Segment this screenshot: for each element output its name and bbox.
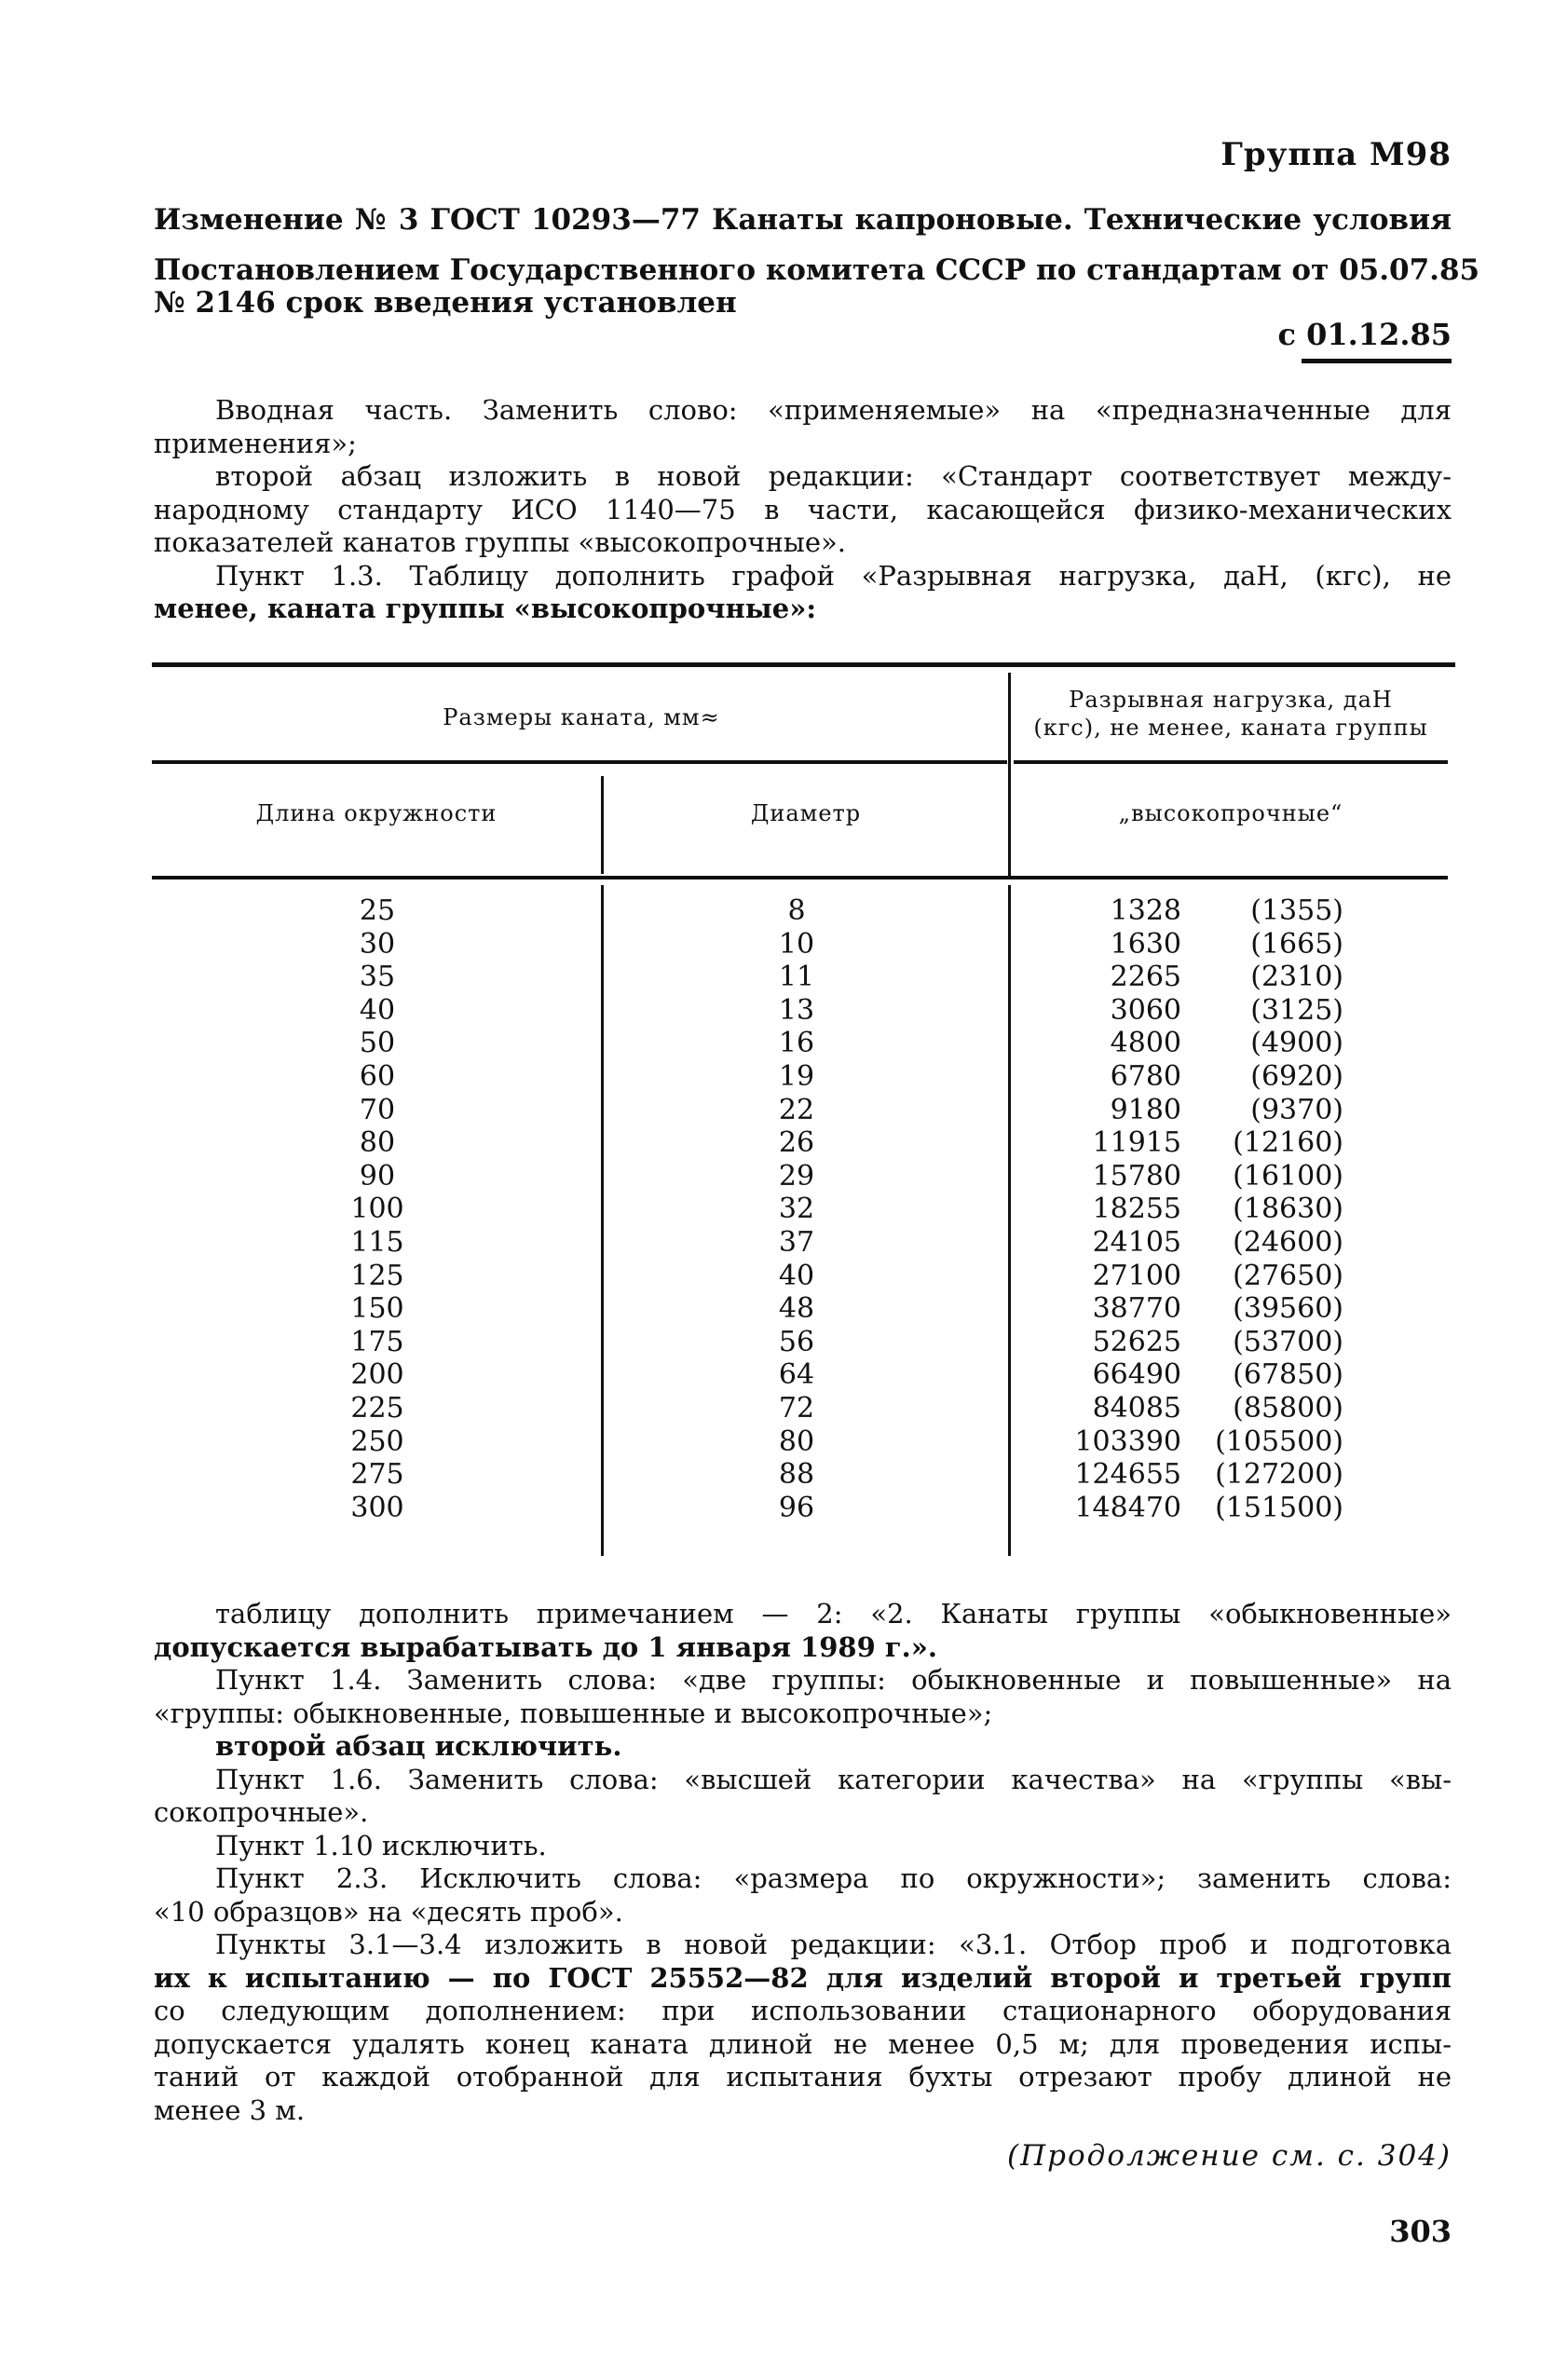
cell-diameter: 96 [778, 1491, 815, 1524]
cell-load-kgf: (1665) [1250, 927, 1343, 961]
cell-load-kgf: (2310) [1250, 961, 1343, 994]
text-line: со следующим дополнением: при использовании стационарного оборудования [154, 1995, 1452, 2026]
text-line: Пункт 2.3. Исключить слова: «размера по окружности»; заменить слова: [215, 1862, 1452, 1894]
table-header-rule-right [1014, 760, 1448, 764]
effective-date: с 01.12.85 [1277, 317, 1452, 352]
cell-circumference: 90 [359, 1159, 396, 1193]
amendment-text [154, 1598, 1452, 2127]
cell-load-kgf: (53700) [1233, 1325, 1343, 1358]
cell-circumference: 50 [359, 1027, 396, 1060]
text-line: показателей канатов группы «высокопрочные». [154, 526, 846, 558]
cell-diameter: 37 [778, 1226, 815, 1259]
cell-load-kgf: (6920) [1250, 1060, 1343, 1093]
cell-load-dan: 4800 [1110, 1027, 1181, 1060]
cell-diameter: 29 [778, 1159, 815, 1193]
cell-load-kgf: (3125) [1250, 993, 1343, 1027]
text-line: Вводная часть. Заменить слово: «применяемые» на «предназначенные для [215, 394, 1452, 426]
cell-diameter: 72 [778, 1392, 815, 1425]
header-breaking-load-line1: Разрывная нагрузка, даН [1069, 687, 1393, 713]
cell-load-dan: 1630 [1110, 927, 1181, 961]
cell-diameter: 56 [778, 1325, 815, 1358]
text-line: народному стандарту ИСО 1140—75 в части, касающейся физико-механических [154, 493, 1452, 525]
cell-diameter: 32 [778, 1193, 815, 1226]
group-label: Группа М98 [1220, 136, 1452, 173]
cell-load-kgf: (67850) [1233, 1358, 1343, 1392]
text-line: Пункты 3.1—3.4 изложить в новой редакции: «3.1. Отбор проб и подготовка [215, 1929, 1452, 1960]
cell-load-dan: 3060 [1110, 993, 1181, 1027]
cell-load-dan: 2265 [1110, 961, 1181, 994]
cell-load-dan: 27100 [1092, 1259, 1181, 1292]
continuation-note: (Продолжение см. с. 304) [1007, 2139, 1452, 2173]
cell-load-kgf: (9370) [1250, 1093, 1343, 1126]
cell-circumference: 175 [350, 1325, 404, 1358]
text-line: «10 образцов» на «десять проб». [154, 1895, 623, 1928]
cell-load-kgf: (85800) [1233, 1392, 1343, 1425]
text-line: Пункт 1.3. Таблицу дополнить графой «Разрывная нагрузка, даН, (кгс), не [215, 559, 1452, 592]
cell-circumference: 225 [350, 1392, 404, 1425]
cell-diameter: 48 [778, 1292, 815, 1326]
cell-diameter: 10 [778, 927, 815, 961]
text-line: таний от каждой отобранной для испытания бухты отрезают пробу длиной не [154, 2061, 1452, 2093]
cell-circumference: 250 [350, 1425, 404, 1458]
text-line: «группы: обыкновенные, повышенные и высокопрочные»; [154, 1697, 993, 1729]
header-diameter: Диаметр [750, 800, 862, 826]
cell-circumference: 40 [359, 993, 396, 1027]
text-line: второй абзац изложить в новой редакции: «Стандарт соответствует между- [215, 460, 1452, 492]
column-divider [601, 885, 604, 1556]
cell-load-dan: 1328 [1110, 894, 1181, 927]
cell-load-kgf: (16100) [1233, 1159, 1343, 1193]
cell-circumference: 60 [359, 1060, 396, 1093]
column-divider [1008, 885, 1011, 1556]
cell-load-dan: 18255 [1092, 1193, 1181, 1226]
text-line: их к испытанию — по ГОСТ 25552—82 для изделий второй и третьей групп [154, 1961, 1452, 1994]
header-high-strength: „высокопрочные“ [1118, 800, 1343, 826]
cell-diameter: 19 [778, 1060, 815, 1093]
text-line: сокопрочные». [154, 1796, 369, 1828]
cell-load-dan: 84085 [1092, 1392, 1181, 1425]
text-line: допускается удалять конец каната длиной не менее 0,5 м; для проведения испы- [154, 2027, 1452, 2060]
cell-diameter: 64 [778, 1358, 815, 1392]
cell-load-kgf: (24600) [1233, 1226, 1343, 1259]
cell-diameter: 40 [778, 1259, 815, 1292]
cell-load-kgf: (1355) [1250, 894, 1343, 927]
cell-diameter: 22 [778, 1093, 815, 1126]
table-body-rule [152, 876, 1448, 880]
cell-diameter: 13 [778, 993, 815, 1027]
cell-load-kgf: (12160) [1233, 1126, 1343, 1160]
cell-load-dan: 6780 [1110, 1060, 1181, 1093]
text-line: Пункт 1.4. Заменить слова: «две группы: обыкновенные и повышенные» на [215, 1664, 1452, 1696]
text-line: менее 3 м. [154, 2093, 306, 2126]
cell-circumference: 115 [350, 1226, 404, 1259]
cell-load-kgf: (127200) [1215, 1458, 1343, 1492]
intro-text [154, 394, 1452, 626]
cell-load-dan: 38770 [1092, 1292, 1181, 1326]
text-line: допускается вырабатывать до 1 января 1989 г.». [154, 1630, 937, 1663]
cell-load-kgf: (27650) [1233, 1259, 1343, 1292]
text-line: Пункт 1.6. Заменить слова: «высшей категории качества» на «группы «вы- [215, 1763, 1452, 1795]
table-top-rule [152, 662, 1455, 667]
page-number: 303 [1389, 2214, 1452, 2249]
header-circumference: Длина окружности [255, 800, 498, 826]
cell-circumference: 80 [359, 1126, 396, 1160]
text-line: второй абзац исключить. [215, 1730, 622, 1762]
header-breaking-load [1012, 686, 1450, 742]
cell-load-kgf: (105500) [1215, 1425, 1343, 1458]
text-line: применения»; [154, 427, 357, 459]
cell-circumference: 300 [350, 1491, 404, 1524]
cell-diameter: 8 [787, 894, 806, 927]
cell-load-kgf: (151500) [1215, 1491, 1343, 1524]
cell-circumference: 30 [359, 927, 396, 961]
cell-circumference: 70 [359, 1093, 396, 1126]
document-title: Изменение № 3 ГОСТ 10293—77 Канаты капроновые. Технические условия [154, 203, 1452, 237]
cell-load-dan: 9180 [1110, 1093, 1181, 1126]
decree-line-1: Постановлением Государственного комитета СССР по стандартам от 05.07.85 [154, 253, 1480, 287]
cell-load-dan: 66490 [1092, 1358, 1181, 1392]
cell-circumference: 275 [350, 1458, 404, 1492]
header-breaking-load-line2: (кгс), не менее, каната группы [1033, 715, 1428, 741]
cell-load-dan: 103390 [1074, 1425, 1181, 1458]
cell-load-dan: 15780 [1092, 1159, 1181, 1193]
cell-circumference: 35 [359, 961, 396, 994]
cell-load-dan: 11915 [1092, 1126, 1181, 1160]
text-line: таблицу дополнить примечанием — 2: «2. Канаты группы «обыкновенные» [215, 1598, 1452, 1629]
decree-line-2: № 2146 срок введения установлен [154, 286, 737, 320]
cell-circumference: 100 [350, 1193, 404, 1226]
cell-diameter: 26 [778, 1126, 815, 1160]
column-divider [1008, 673, 1011, 880]
cell-circumference: 25 [359, 894, 396, 927]
cell-diameter: 88 [778, 1458, 815, 1492]
cell-load-kgf: (4900) [1250, 1027, 1343, 1060]
cell-diameter: 16 [778, 1027, 815, 1060]
cell-load-kgf: (39560) [1233, 1292, 1343, 1326]
cell-diameter: 80 [778, 1425, 815, 1458]
cell-circumference: 150 [350, 1292, 404, 1326]
text-line: менее, каната группы «высокопрочные»: [154, 593, 817, 624]
cell-diameter: 11 [778, 961, 815, 994]
cell-load-dan: 24105 [1092, 1226, 1181, 1259]
effective-date-underline [1302, 359, 1452, 363]
cell-load-kgf: (18630) [1233, 1193, 1343, 1226]
text-line: Пункт 1.10 исключить. [215, 1829, 547, 1861]
cell-load-dan: 124655 [1074, 1458, 1181, 1492]
cell-load-dan: 148470 [1074, 1491, 1181, 1524]
header-rope-sizes: Размеры каната, мм≈ [443, 704, 720, 730]
table-header-rule-left [152, 760, 1007, 764]
cell-load-dan: 52625 [1092, 1325, 1181, 1358]
cell-circumference: 200 [350, 1358, 404, 1392]
cell-circumference: 125 [350, 1259, 404, 1292]
